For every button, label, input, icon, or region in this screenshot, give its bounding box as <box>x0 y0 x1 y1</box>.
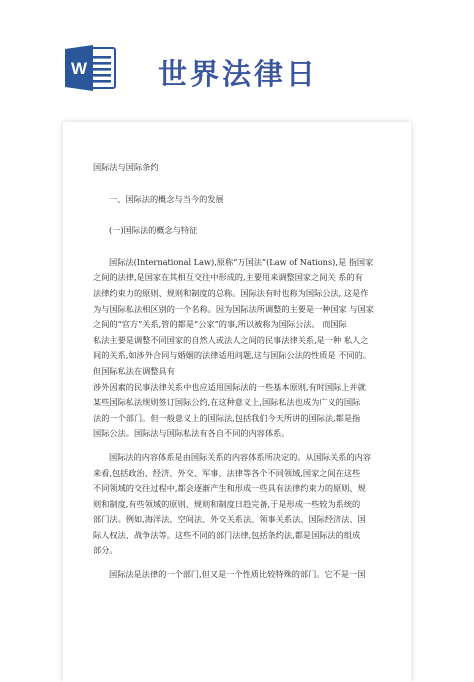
text-line: 部门法。例如,海洋法、空间法、外交关系法、领事关系法、国际经济法、国 <box>93 514 366 525</box>
text-line: 之间的法律,是国家在其相互交往中形成的,主要用来调整国家之间关 系的有 <box>93 272 363 283</box>
text-line: 为与国际私法相区别的一个名称。因为国际法所调整的主要是一种国家 与国家 <box>93 303 374 314</box>
text-line: 法律约束力的原则、规则和制度的总称。国际法有时也称为国际公法, 这是作 <box>93 287 369 298</box>
text-line: 间的关系,如涉外合同与婚姻的法律适用问题,这与国际公法的性质是 不同的。 <box>93 350 371 361</box>
text-line: 际人权法、战争法等。这些不同的部门法律,包括条约法,都是国际法的组成 <box>93 529 361 540</box>
subsection-heading: (一)国际法的概念与特征 <box>109 225 198 236</box>
text-line: 之间的“官方”关系,管的都是“公家”的事,所以被称为国际公法。 而国际 <box>93 319 347 330</box>
text-line: 来看,包括政治、经济、外交、军事、法律等各个不同领域,国家之间在这些 <box>93 467 361 478</box>
text-line: 部分。 <box>93 545 118 556</box>
text-line: 国际法(International Law),原称“万国法”(Law of Nations),是 指国家 <box>109 256 374 267</box>
paragraph-1 <box>93 255 393 442</box>
text-line: 国际公法。国际法与国际私法有各自不同的内容体系。 <box>93 428 290 439</box>
word-document-icon <box>63 42 117 94</box>
text-line: 国际法的内容体系是由国际关系的内容体系所决定的。从国际关系的内容 <box>109 451 372 462</box>
text-line: 涉外因素的民事法律关系中也应适用国际法的一些基本原则,有时国际上并就 <box>93 381 366 392</box>
paragraph-3 <box>93 567 393 583</box>
page-title: 世界法律日 <box>158 57 319 91</box>
text-line: 则和制度,有些领域的原则、规则和制度日趋完备,于是形成一些较为系统的 <box>93 498 361 509</box>
document-body <box>93 160 393 583</box>
word-logo-letter: W <box>70 59 88 78</box>
section-heading: 一、国际法的概念与当今的发展 <box>109 193 224 204</box>
document-page <box>63 122 411 682</box>
text-line: 不同领域的交往过程中,都会逐渐产生和形成一些具有法律约束力的原则、规 <box>93 483 366 494</box>
text-line: 法的一个部门。但一般意义上的国际法,包括我们今天所讲的国际法,都是指 <box>93 412 361 423</box>
text-line: 私法主要是调整不同国家的自然人或法人之间的民事法律关系,是一种 私人之 <box>93 334 369 345</box>
text-line: 国际法是法律的一个部门,但又是一个性质比较特殊的部门。它不是一国 <box>109 569 366 580</box>
paragraph-2 <box>93 450 393 559</box>
text-line: 但国际私法在调整具有 <box>93 365 175 376</box>
text-line: 某些国际私法规则签订国际公约,在这种意义上,国际私法也成为广义的国际 <box>93 397 361 408</box>
document-heading: 国际法与国际条约 <box>93 162 159 172</box>
